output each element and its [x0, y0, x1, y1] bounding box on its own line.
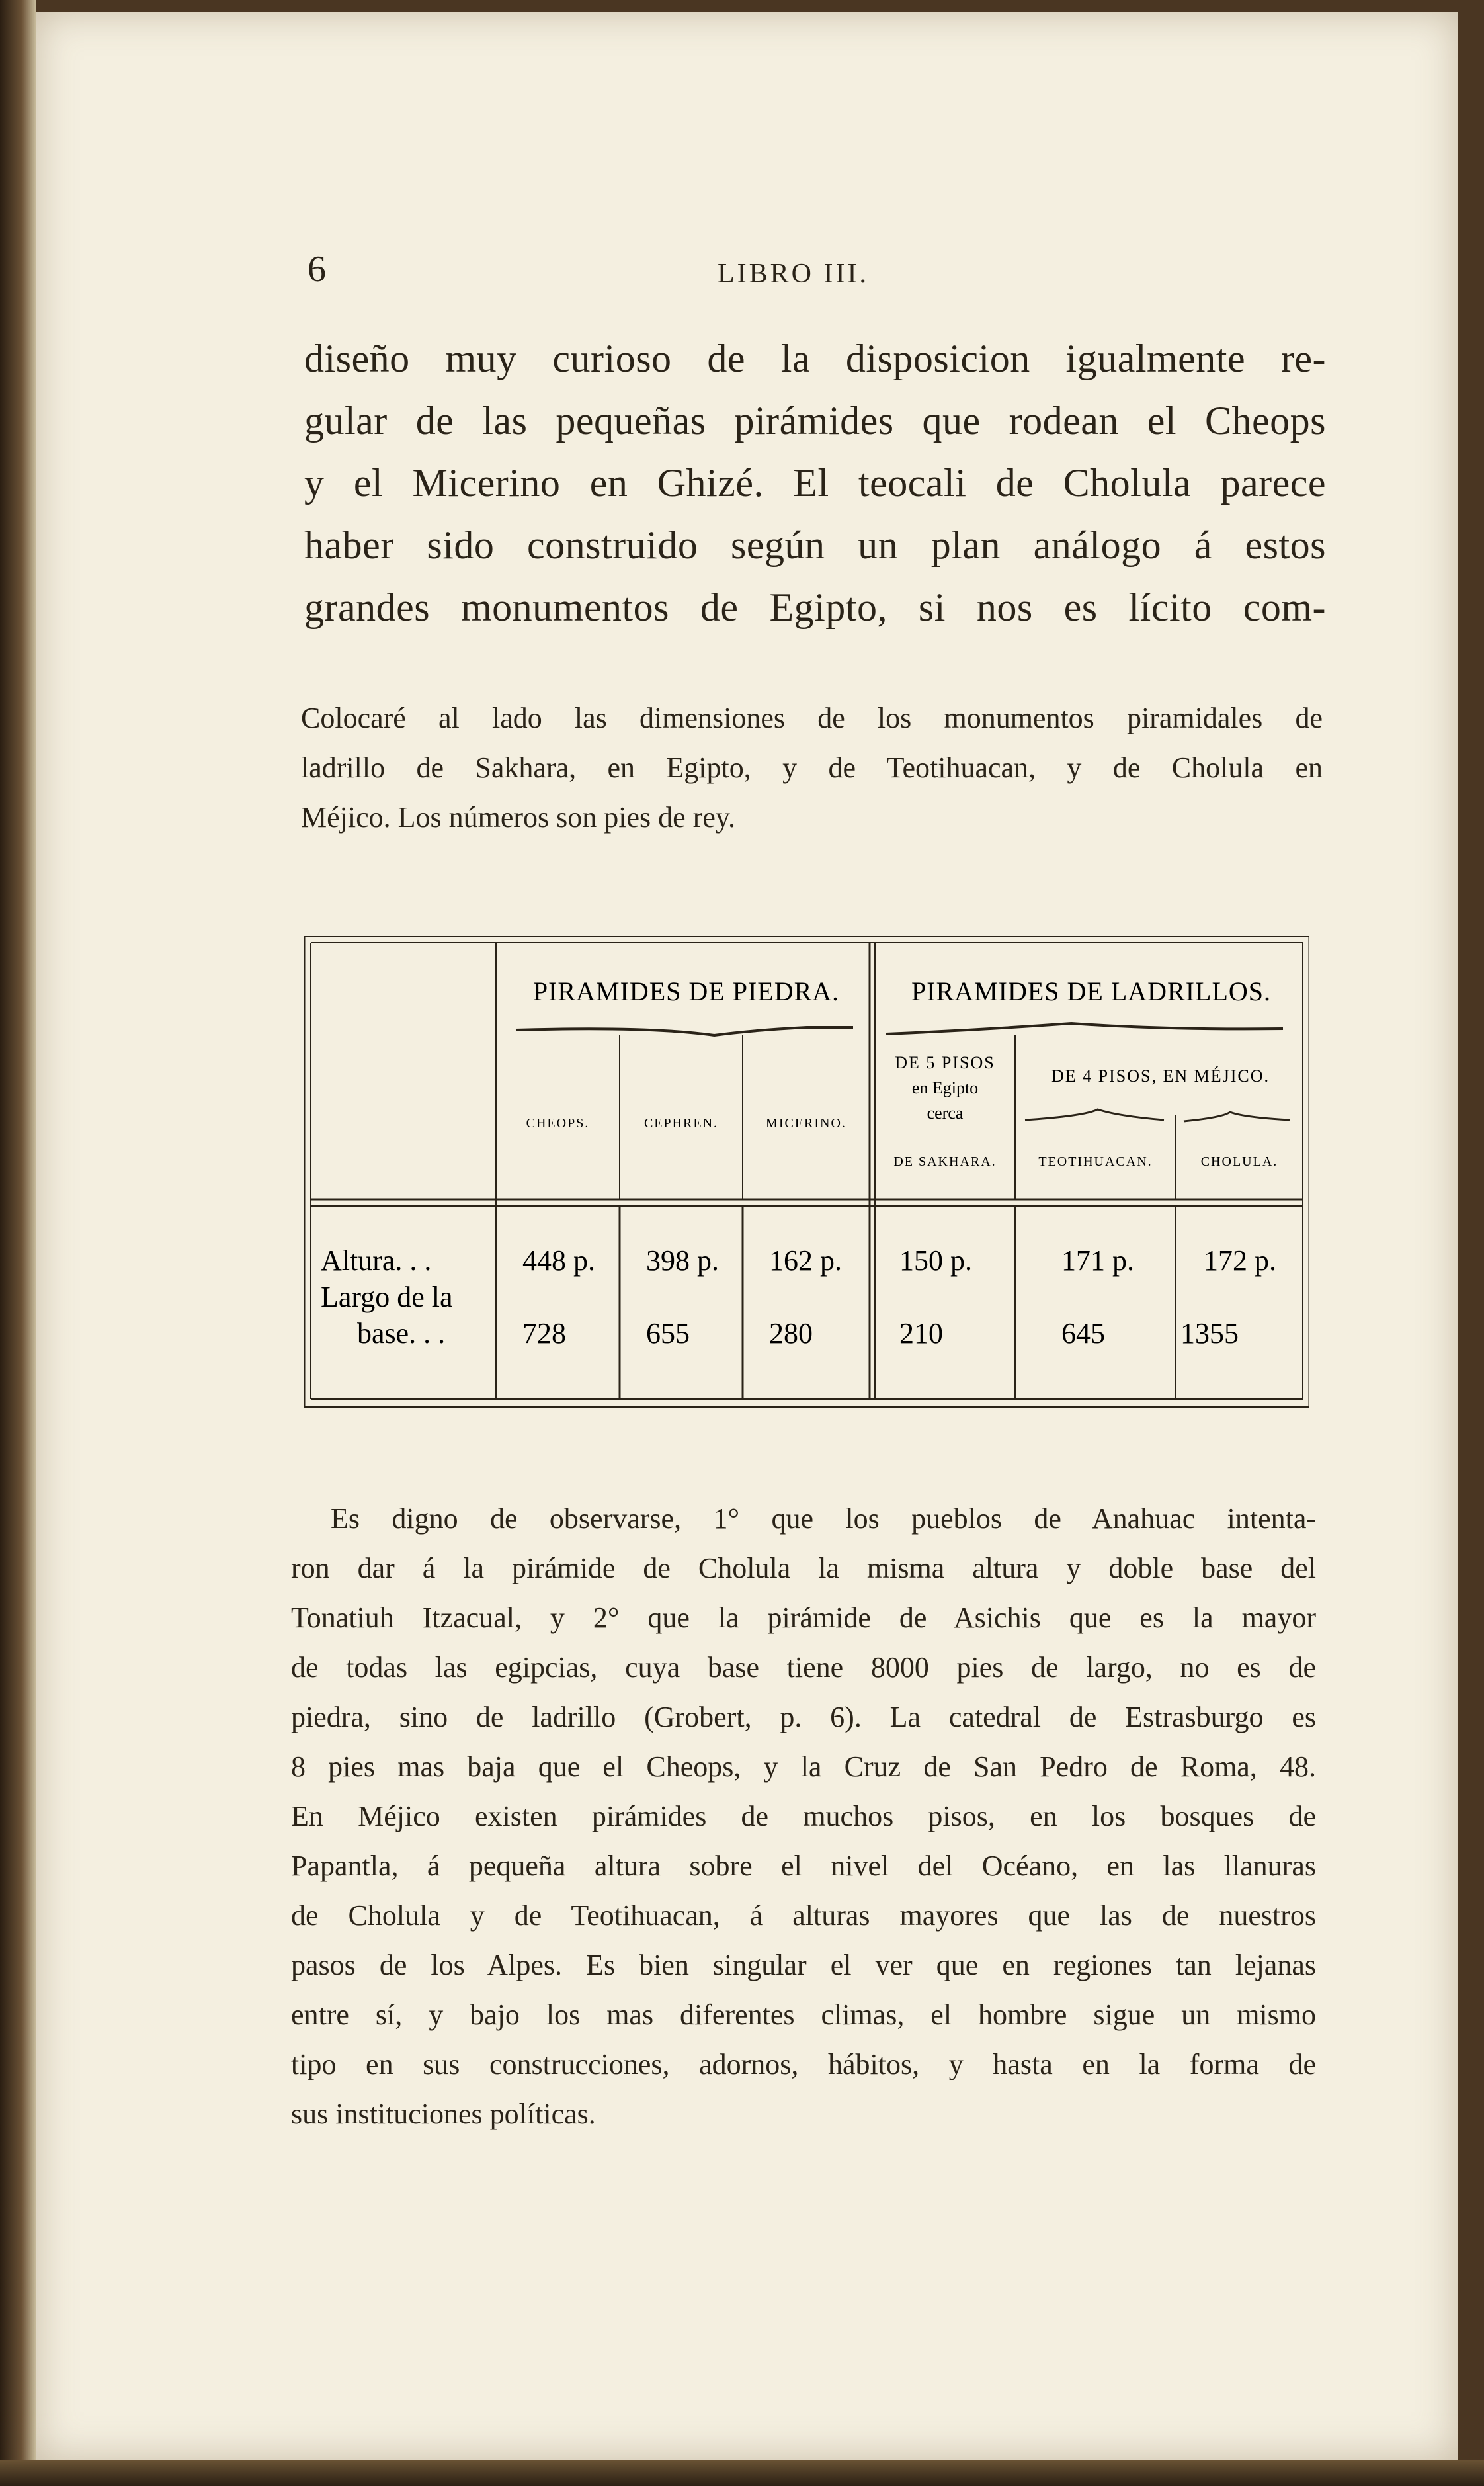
- after-line-6: 8 pies mas baja que el Cheops, y la Cruz de San Pedro de Roma, 48.: [291, 1750, 1316, 1783]
- after-line-9: de Cholula y de Teotihuacan, á alturas mayores que las de nuestros: [291, 1899, 1316, 1932]
- col-teotihuacan: TEOTIHUACAN.: [1038, 1154, 1153, 1169]
- after-line-5: piedra, sino de ladrillo (Grobert, p. 6). La catedral de Estrasburgo es: [291, 1701, 1316, 1733]
- after-line-3: Tonatiuh Itzacual, y 2° que la pirámide de Asichis que es la mayor: [291, 1602, 1316, 1634]
- height-teotihuacan: 171 p.: [1061, 1244, 1134, 1277]
- height-cephren: 398 p.: [646, 1244, 719, 1277]
- book-spine-edge: [0, 0, 36, 2486]
- col-micerino: MICERINO.: [766, 1116, 846, 1131]
- body-line-5: grandes monumentos de Egipto, si nos es lícito com-: [304, 585, 1326, 629]
- sakhara-line-2: en Egipto: [911, 1078, 979, 1097]
- base-cheops: 728: [522, 1317, 566, 1350]
- base-cholula: 1355: [1180, 1317, 1239, 1350]
- sakhara-line-4: DE SAKHARA.: [893, 1154, 997, 1169]
- row-label-height: Altura. . .: [321, 1244, 432, 1277]
- col-cheops: CHEOPS.: [526, 1116, 590, 1131]
- height-cholula: 172 p.: [1204, 1244, 1276, 1277]
- col-cholula: CHOLULA.: [1200, 1154, 1278, 1169]
- after-line-12: tipo en sus construcciones, adornos, hábitos, y hasta en la forma de: [291, 2048, 1316, 2080]
- header-brick-pyramids: PIRAMIDES DE LADRILLOS.: [911, 976, 1272, 1006]
- after-line-7: En Méjico existen pirámides de muchos pisos, en los bosques de: [291, 1800, 1316, 1832]
- base-cephren: 655: [646, 1317, 690, 1350]
- page-number: 6: [308, 249, 326, 290]
- after-line-4: de todas las egipcias, cuya base tiene 8000 pies de largo, no es de: [291, 1651, 1316, 1684]
- row-label-base-1: Largo de la: [321, 1281, 453, 1313]
- after-line-2: ron dar á la pirámide de Cholula la misma altura y doble base del: [291, 1552, 1316, 1584]
- after-line-11: entre sí, y bajo los mas diferentes climas, el hombre sigue un mismo: [291, 1998, 1316, 2031]
- book-bottom-edge: [0, 2460, 1484, 2486]
- body-line-1: diseño muy curioso de la disposicion igualmente re-: [304, 337, 1326, 380]
- body-line-4: haber sido construido según un plan análogo á estos: [304, 523, 1326, 567]
- note-line-1: Colocaré al lado las dimensiones de los monumentos piramidales de: [301, 702, 1323, 734]
- base-micerino: 280: [769, 1317, 813, 1350]
- note-line-2: ladrillo de Sakhara, en Egipto, y de Teotihuacan, y de Cholula en: [301, 751, 1323, 784]
- body-line-3: y el Micerino en Ghizé. El teocali de Cholula parece: [304, 461, 1326, 505]
- base-sakhara: 210: [899, 1317, 943, 1350]
- height-sakhara: 150 p.: [899, 1244, 972, 1277]
- height-cheops: 448 p.: [522, 1244, 595, 1277]
- col-cephren: CEPHREN.: [643, 1116, 719, 1131]
- after-line-8: Papantla, á pequeña altura sobre el nivel del Océano, en las llanuras: [291, 1850, 1316, 1882]
- note-line-3: Méjico. Los números son pies de rey.: [301, 801, 736, 834]
- body-line-2: gular de las pequeñas pirámides que rodean el Cheops: [304, 399, 1326, 443]
- header-stone-pyramids: PIRAMIDES DE PIEDRA.: [532, 976, 840, 1006]
- mexico-group-header: DE 4 PISOS, EN MÉJICO.: [1051, 1066, 1270, 1086]
- sakhara-line-1: DE 5 PISOS: [895, 1053, 995, 1072]
- after-line-13: sus instituciones políticas.: [291, 2098, 596, 2130]
- pyramid-dimensions-table: [304, 936, 1309, 1409]
- height-micerino: 162 p.: [769, 1244, 842, 1277]
- after-line-1: Es digno de observarse, 1° que los pueblos de Anahuac intenta-: [331, 1502, 1316, 1535]
- after-line-10: pasos de los Alpes. Es bien singular el ver que en regiones tan lejanas: [291, 1949, 1316, 1981]
- running-head: LIBRO III.: [718, 259, 869, 289]
- sakhara-line-3: cerca: [927, 1103, 964, 1123]
- row-label-base-2: base. . .: [357, 1317, 446, 1350]
- base-teotihuacan: 645: [1061, 1317, 1105, 1350]
